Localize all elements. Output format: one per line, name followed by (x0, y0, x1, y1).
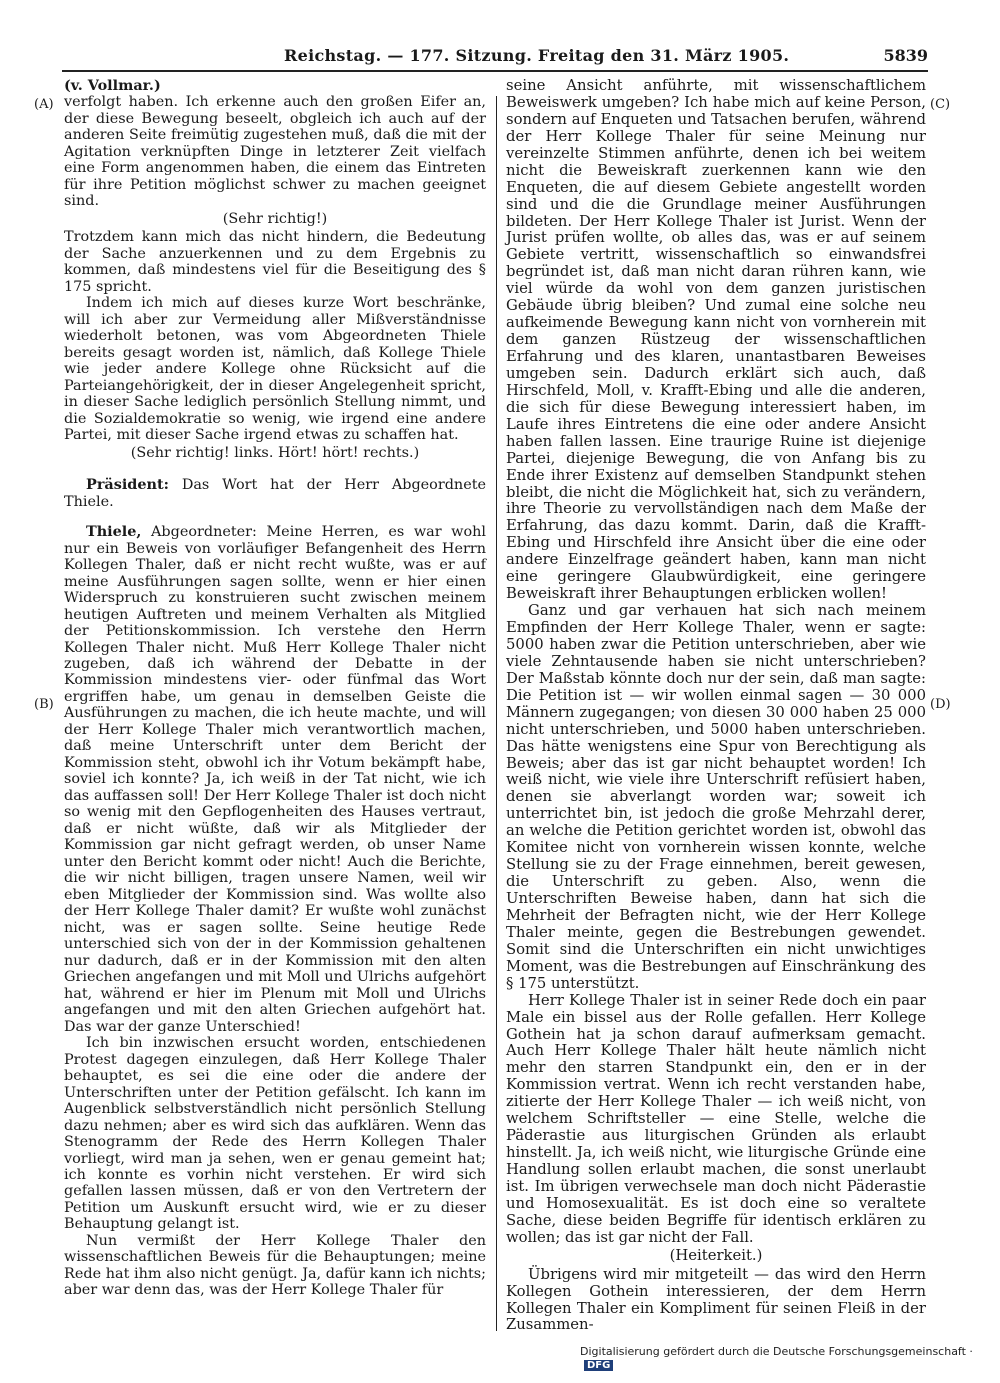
president-statement (64, 477, 486, 510)
speaker-tag: (v. Vollmar.) (64, 77, 161, 94)
paragraph: seine Ansicht anführte, mit wissenschaftlichem Beweiswerk umgeben? Ich habe mich auf keine Person, sondern auf Enqueten und Tatsachen berufen, während der Herr Kollege Thaler für seine Meinung nur vereinzelte Stimmen anführte, denen ich bei weitem nicht die Beweiskraft zuerkennen kann wie den Enqueten, die auf diesem Gebiete angestellt worden sind und die die Grundlage meiner Ausführungen bildeten. Der Herr Kollege Thaler ist Jurist. Wenn der Jurist prüfen wollte, ob alles das, was er auf seinem Gebiete vertritt, wissenschaftlich so einwandsfrei begründet ist, daß man nicht daran rühren kann, wie viel würde da wohl von dem ganzen juristischen Gebäude übrig bleiben? Und zumal eine solche neu aufkeimende Bewegung kann nicht von vornherein mit dem ganzen Rüstzeug der wissenschaftlichen Erfahrung und des klaren, unantastbaren Beweises umgeben sein. Dadurch erklärt sich auch, daß Hirschfeld, Moll, v. Krafft-Ebing und alle die anderen, die sich für diese Bewegung interessiert haben, im Laufe ihres Eintretens die eine oder andere Ansicht haben fallen lassen. Eine traurige Ruine ist diejenige Partei, diejenige Bewegung, die von Anfang bis zu Ende ihrer Existenz auf demselben Standpunkt stehen bleibt, die nicht die Möglichkeit hat, sich zu verändern, ihre Theorie zu vervollständigen nach dem Maße der Erfahrung, das dazu kommt. Darin, daß die Krafft-Ebing und Hirschfeld ihre Ansicht über die eine oder andere Einzelfrage geändert haben, kann man nicht eine geringere Glaubwürdigkeit, eine geringere Beweiskraft ihrer Behauptungen erblicken wollen! (506, 77, 926, 603)
interjection: (Sehr richtig!) (222, 210, 328, 227)
paragraph: Übrigens wird mir mitgeteilt — das wird den Herrn Kollegen Gothein interessieren, der dem Herrn Kollegen Thaler ein Kompliment für seinen Fleiß in der Zusammen- (506, 1265, 926, 1334)
digitization-footer (580, 1345, 1000, 1371)
page-number: 5839 (883, 46, 928, 65)
interjection: (Sehr richtig! links. Hört! hört! rechts.) (130, 444, 420, 461)
dfg-logo: DFG (584, 1360, 613, 1371)
paragraph: verfolgt haben. Ich erkenne auch den großen Eifer an, der diese Bewegung beseelt, obgleich ich auch auf der anderen Seite freimütig zugestehen muß, daß die mit der Agitation verknüpften Dinge in letzterer Zeit vielfach eine Form angenommen haben, die einem das Eintreten für ihre Petition möglichst schwer zu machen geeignet sind. (64, 94, 486, 210)
paragraph: Herr Kollege Thaler ist in seiner Rede doch ein paar Male ein bissel aus der Rolle gefallen. Herr Kollege Gothein hat ja schon darauf aufmerksam gemacht. Auch Herr Kollege Thaler hält heute nämlich nicht mehr den starren Standpunkt ein, den er in der Kommission vertrat. Wenn ich recht verstanden habe, zitierte der Herr Kollege Thaler — ich weiß nicht, von welchem Schriftsteller — eine Stelle, welche die Päderastie aus liturgischen Gründen als erlaubt hinstellt. Ja, ich weiß nicht, wie liturgische Gründe eine Handlung sollen erlaubt machen, die sonst unerlaubt ist. Im übrigen verwechsele man doch nicht Päderastie und Homosexualität. Es ist doch eine so veraltete Sache, diese beiden Begriffe für identisch erklären zu wollen; das ist gar nicht der Fall. (506, 991, 926, 1246)
running-title: Reichstag. — 177. Sitzung. Freitag den 31. März 1905. (284, 46, 790, 65)
paragraph: Indem ich mich auf dieses kurze Wort beschränke, will ich aber zur Vermeidung aller Mißverständnisse wiederholt betonen, was vom Abgeordneten Thiele bereits gesagt worden ist, nämlich, daß Kollege Thiele wie jeder andere Kollege ohne Rücksicht auf die Parteiangehörigkeit, der in dieser Angelegenheit spricht, in dieser Sache lediglich persönlich Stellung nimmt, und die Sozialdemokratie so wenig, wie irgend eine andere Partei, mit dieser Sache irgend etwas zu schaffen hat. (64, 295, 486, 444)
running-header (62, 44, 928, 72)
column-divider (496, 96, 497, 1331)
footer-text: Digitalisierung gefördert durch die Deutsche Forschungsgemeinschaft · (580, 1345, 973, 1358)
speaker-label: Thiele, (86, 523, 142, 541)
margin-marker-d: (D) (930, 697, 951, 712)
interjection: (Heiterkeit.) (669, 1246, 763, 1264)
margin-marker-a: (A) (34, 97, 54, 112)
speech (64, 524, 486, 1035)
paragraph: Trotzdem kann mich das nicht hindern, die Bedeutung der Sache anzuerkennen und zu dem Ergebnis zu kommen, daß mindestens viel für die Beseitigung des § 175 spricht. (64, 229, 486, 295)
paragraph: Ganz und gar verhauen hat sich nach meinem Empfinden der Herr Kollege Thaler, wenn er sagte: 5000 haben zwar die Petition unterschrieben, aber wie viele Zehntausende haben sie nicht unterschrieben? Der Maßstab könnte doch nur der sein, daß man sagte: Die Petition ist — wir wollen einmal sagen — 30 000 Männern zugegangen; von diesen 30 000 haben 25 000 nicht unterschrieben, und 5000 haben unterschrieben. Das hätte wenigstens eine Spur von Berechtigung als Beweis; aber das ist gar nicht behauptet worden! Ich weiß nicht, wie viele ihre Unterschrift refüsiert haben, denen sie abverlangt worden war; soweit ich unterrichtet bin, ist jedoch die große Mehrzahl derer, an welche die Petition gerichtet worden ist, obwohl das Komitee nicht von vornherein wissen konnte, welche Stellung sie zu der Frage einnehmen, bereit gewesen, die Unterschrift zu geben. Also, wenn die Unterschriften Beweise haben, dann hat sich die Mehrheit der Befragten nicht, wie der Herr Kollege Thaler meinte, gegen die Bestrebungen gewendet. Somit sind die Unterschriften ein nicht unwichtiges Moment, was die Bestrebungen auf Einschränkung des § 175 unterstützt. (506, 602, 926, 992)
margin-marker-b: (B) (34, 697, 54, 712)
speaker-label: Präsident: (86, 476, 169, 494)
statement-text: Das Wort hat der Herr Abgeordnete Thiele. (64, 477, 487, 510)
paragraph: Nun vermißt der Herr Kollege Thaler den wissenschaftlichen Beweis für die Behauptungen; meine Rede hat ihm also nicht genügt. Ja, dafür kann ich nichts; aber war denn das, was der Herr Kollege Thaler für (64, 1232, 486, 1299)
speech-text: Abgeordneter: Meine Herren, es war wohl nur ein Beweis von vorläufiger Befangenheit des Herrn Kollegen Thaler, daß er nicht recht wußte, was er auf meine Ausführungen sagen sollte, wenn er hier einen Widerspruch zu konstruieren sucht zwischen meinem heutigen Auftreten und meinem Verhalten als Mitglied der Petitionskommission. Ich verstehe den Herrn Kollegen Thaler nicht. Muß Herr Kollege Thaler nicht zugeben, daß ich während der Debatte in der Kommission mindestens vier- oder fünfmal das Wort ergriffen habe, um genau in demselben Geiste die Ausführungen zu machen, die ich heute machte, und will der Herr Kollege Thaler mich verantwortlich machen, daß meine Unterschrift unter dem Bericht der Kommission steht, obwohl ich ihr Votum bekämpft habe, soviel ich konnte? Ja, ich weiß in der Tat nicht, wie ich das auffassen soll! Der Herr Kollege Thaler ist doch nicht so wenig mit den Gepflogenheiten des Hauses vertraut, daß er nicht wüßte, daß wir als Mitglieder der Kommission gar nicht gefragt werden, ob unser Name unter den Bericht kommt oder nicht! Auch die Berichte, die wir nicht billigen, tragen unsere Namen, weil wir eben Mitglieder der Kommission sind. Was wollte also der Herr Kollege Thaler damit? Er wußte wohl zunächst nicht, was er sagen sollte. Seine heutige Rede unterschied sich von der in der Kommission gehaltenen nur dadurch, daß er in der Kommission mit den alten Griechen angefangen und mit Moll und Ulrichs aufgehört hat, während er hier im Plenum mit Moll und Ulrichs angefangen und mit den alten Griechen aufgehört hat. Das war der ganze Unterschied! (64, 524, 487, 1035)
right-column (506, 78, 926, 1334)
paragraph: Ich bin inzwischen ersucht worden, entschiedenen Protest dagegen einzulegen, daß Herr Kollege Thaler behauptet, es sei die eine oder die andere der Unterschriften unter der Petition gefälscht. Ich kann im Augenblick selbstverständlich nicht persönlich Stellung dazu nehmen; aber es wird sich das aufklären. Wenn das Stenogramm der Rede des Herrn Kollegen Thaler vorliegt, wird man ja sehen, wen er genau gemeint hat; ich konnte es vorhin nicht verstehen. Er wird sich gefallen lassen müssen, daß er von den Vertretern der Petition um Auskunft ersucht wird, wie er zu dieser Behauptung gelangt ist. (64, 1035, 486, 1233)
margin-marker-c: (C) (930, 97, 951, 112)
left-column (64, 78, 486, 1299)
